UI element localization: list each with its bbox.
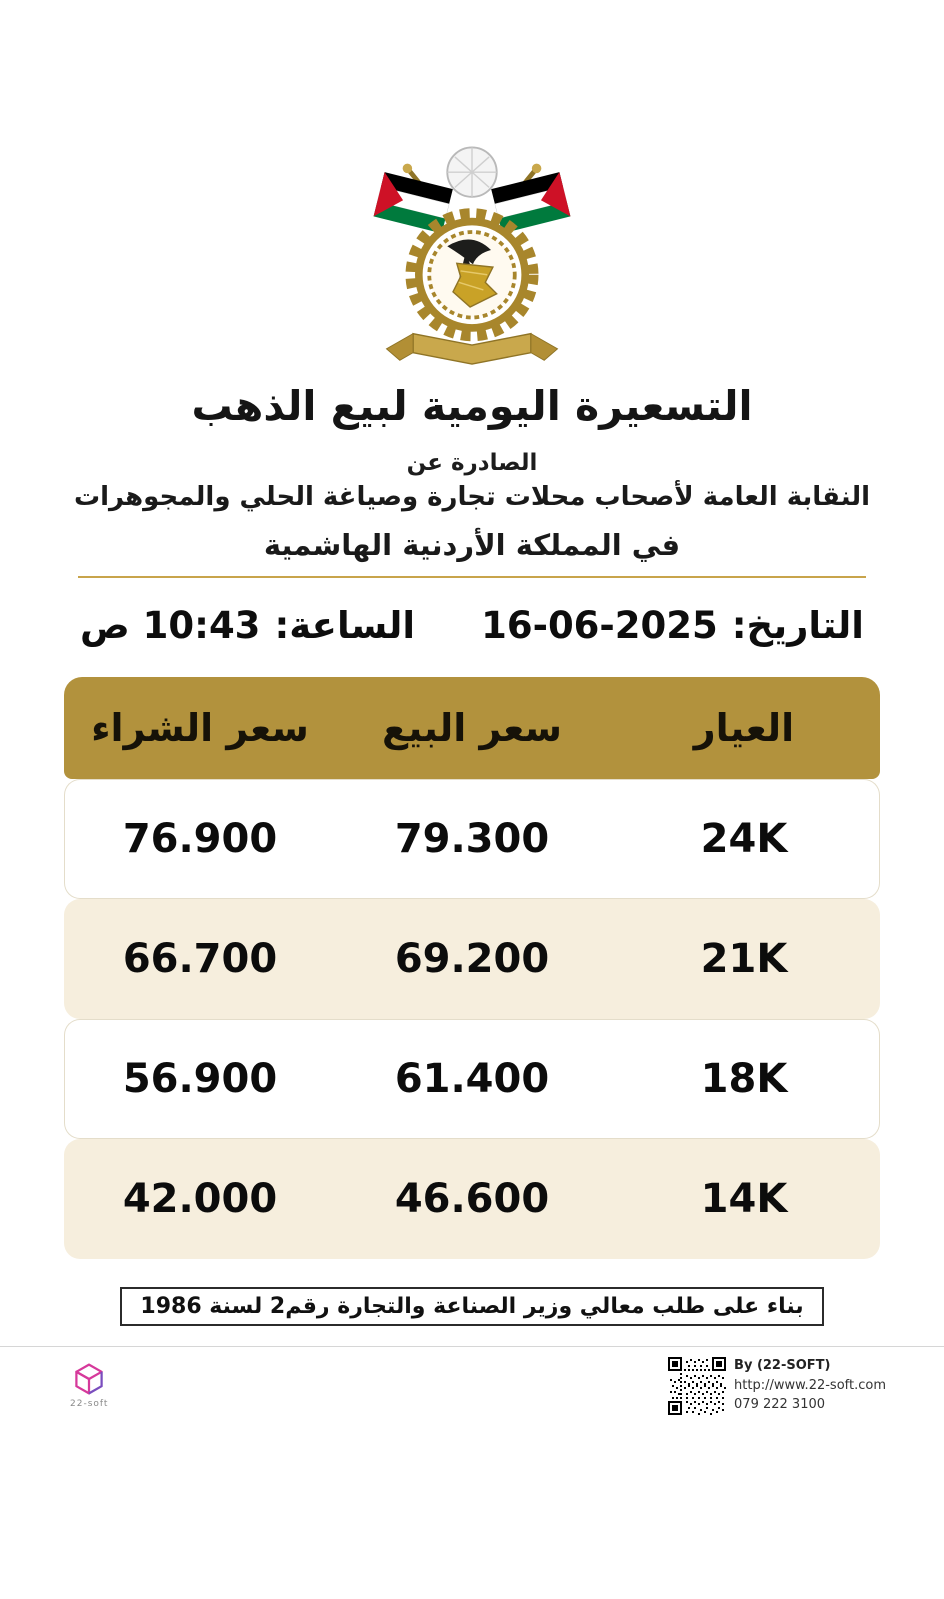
buy-cell: 42.000: [122, 1176, 278, 1222]
price-table: [64, 677, 880, 1259]
issued-by-line: الصادرة عن: [406, 450, 538, 476]
sell-cell: 69.200: [394, 936, 550, 982]
22soft-cube-icon: [71, 1361, 107, 1397]
qr-code-icon: [668, 1357, 726, 1415]
syndicate-name-line: النقابة العامة لأصحاب محلات تجارة وصياغة الحلي والمجوهرات: [73, 482, 871, 512]
time-item: [80, 604, 415, 647]
table-row: [64, 1019, 880, 1139]
sell-cell: 79.300: [394, 816, 550, 862]
header-sell-price: سعر البيع: [382, 706, 562, 750]
table-row: [64, 779, 880, 899]
vendor-contact-block: [668, 1357, 886, 1415]
table-header-row: [64, 677, 880, 779]
legal-footnote: بناء على طلب معالي وزير الصناعة والتجارة رقم2 لسنة 1986: [120, 1287, 823, 1326]
vendor-by-text: By (22-SOFT): [734, 1358, 831, 1373]
table-row: [64, 899, 880, 1019]
buy-cell: 66.700: [122, 936, 278, 982]
buy-cell: 56.900: [122, 1056, 278, 1102]
vendor-logo-text: 22-soft: [70, 1399, 109, 1409]
date-label: التاريخ:: [731, 604, 864, 647]
table-row: [64, 1139, 880, 1259]
gold-divider-rule: [78, 576, 866, 578]
karat-cell: 18K: [700, 1056, 788, 1102]
vendor-phone-text: 079 222 3100: [734, 1397, 826, 1413]
karat-cell: 14K: [700, 1176, 788, 1222]
vendor-url-text: http://www.22-soft.com: [734, 1377, 886, 1393]
date-value: 16-06-2025: [481, 604, 718, 647]
date-item: [481, 604, 864, 647]
sell-cell: 61.400: [394, 1056, 550, 1102]
vendor-contact-texts: [734, 1357, 886, 1414]
footer: [0, 1347, 944, 1415]
karat-cell: 21K: [700, 936, 788, 982]
header-buy-price: سعر الشراء: [91, 706, 309, 750]
date-time-row: [0, 604, 944, 647]
header-karat: العيار: [693, 706, 795, 750]
page-title: التسعيرة اليومية لبيع الذهب: [191, 382, 753, 430]
sell-cell: 46.600: [394, 1176, 550, 1222]
time-value: 10:43 ص: [80, 604, 261, 647]
karat-cell: 24K: [700, 816, 788, 862]
syndicate-emblem-icon: [358, 132, 586, 370]
syndicate-logo: [0, 0, 944, 370]
time-label: الساعة:: [274, 604, 416, 647]
kingdom-line: في المملكة الأردنية الهاشمية: [263, 528, 681, 562]
vendor-logo-block: [70, 1361, 108, 1409]
buy-cell: 76.900: [122, 816, 278, 862]
